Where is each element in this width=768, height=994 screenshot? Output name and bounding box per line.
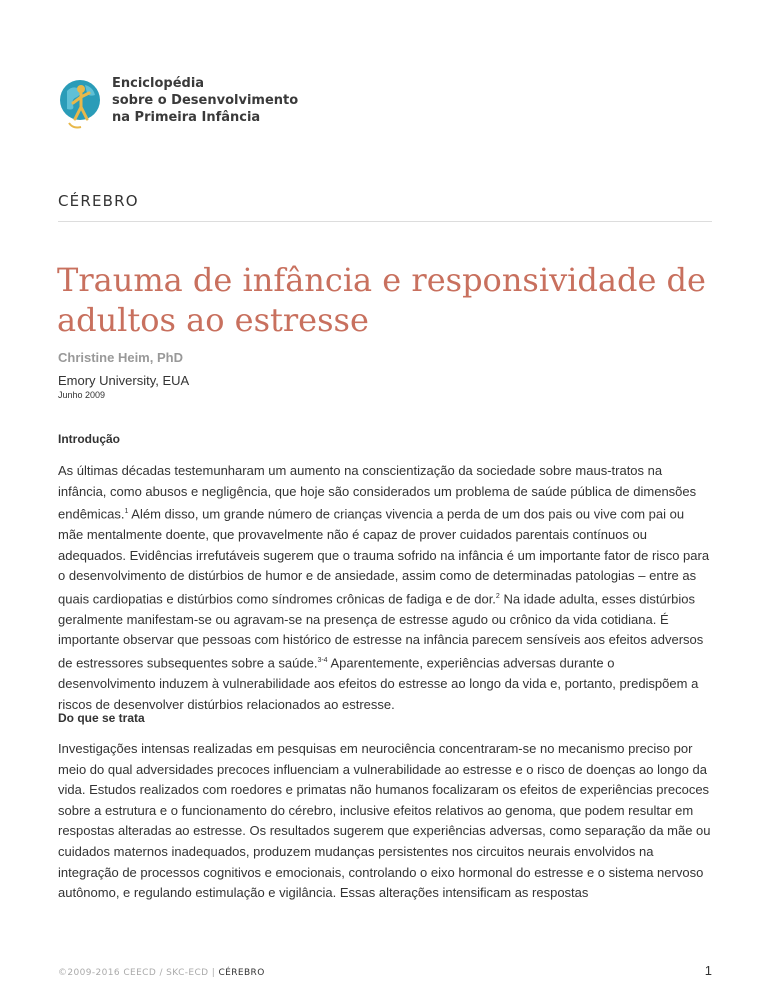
- section-label: CÉREBRO: [58, 192, 139, 210]
- author-affiliation: Emory University, EUA: [58, 373, 190, 388]
- section-divider: [58, 221, 712, 222]
- page-number: 1: [704, 963, 712, 978]
- subject-heading: Do que se trata: [58, 711, 145, 725]
- globe-child-icon: [57, 73, 105, 133]
- article-title: Trauma de infância e responsividade de adultos ao estresse: [57, 261, 706, 339]
- logo-line-3: na Primeira Infância: [112, 110, 261, 125]
- logo-line-1: Enciclopédia: [112, 76, 205, 91]
- footnote-ref-3[interactable]: 3-4: [317, 657, 328, 664]
- subject-paragraph: Investigações intensas realizadas em pesquisas em neurociência concentraram-se no mecanismo preciso por meio do qual adversidades precoces influenciam a vulnerabilidade ao estresse e o risco de doenças ao longo da vida. Estudos realizados com roedores e primatas não humanos focalizaram os efeitos de experiências precoces sobre a estrutura e o funcionamento do cérebro, inclusive efeitos relativos ao genoma, que podem resultar em respostas alteradas ao estresse. Os resultados sugerem que experiências adversas, como separação da mãe ou cuidados maternos inadequados, produzem mudanças persistentes nos circuitos neurais envolvidos na integração de processos cognitivos e emocionais, controlando o eixo hormonal do estresse e o sistema nervoso autônomo, e regulando estimulação e vigilância. Essas alterações intensificam as respostas: [58, 741, 711, 901]
- publication-date: Junho 2009: [58, 390, 106, 400]
- article-author: Christine Heim, PhD: [58, 350, 183, 365]
- logo-wordmark: [112, 75, 298, 126]
- footer-section: CÉREBRO: [218, 968, 265, 978]
- intro-text-4: Aparentemente, experiências adversas durante o desenvolvimento induzem à vulnerabilidade aos efeitos do estresse ao longo da vida e, portanto, predispõem a riscos de desenvolver distúrbios relacionados ao estresse.: [58, 655, 699, 712]
- intro-text-1: As últimas décadas testemunharam um aumento na conscientização da sociedade sobre maus-tratos na infância, como abusos e negligência, que hoje são considerados um problema de saúde pública de dimensões endêmicas.: [58, 463, 697, 522]
- footnote-ref-2[interactable]: 2: [495, 592, 500, 600]
- intro-heading: Introdução: [58, 432, 120, 446]
- encyclopedia-logo: [57, 73, 297, 133]
- intro-paragraph: [58, 461, 712, 715]
- intro-text-2: Além disso, um grande número de crianças vivencia a perda de um dos pais ou vive com pai ou mãe mentalmente doente, que provavelmente não é capaz de prover cuidados parentais contínuos ou adequados. Evidências irrefutáveis sugerem que o trauma sofrido na infância é um importante fator de risco para o desenvolvimento de distúrbios de humor e de ansiedade, assim como de determinadas patologias – entre as quais cardiopatias e distúrbios como síndromes crônicas de fadiga e de dor.: [58, 506, 710, 607]
- footnote-ref-1[interactable]: 1: [124, 508, 129, 516]
- intro-text-3: Na idade adulta, esses distúrbios geralmente manifestam-se ou agravam-se na presença de estresse agudo ou crônico da vida cotidiana. É importante observar que pessoas com histórico de estresse na infância parecem sensíveis aos efeitos adversos de estressores subsequentes sobre a saúde.: [58, 591, 704, 671]
- logo-line-2: sobre o Desenvolvimento: [112, 93, 299, 108]
- page-footer: [58, 968, 265, 978]
- footer-copyright: ©2009-2016 CEECD / SKC-ECD |: [58, 968, 219, 978]
